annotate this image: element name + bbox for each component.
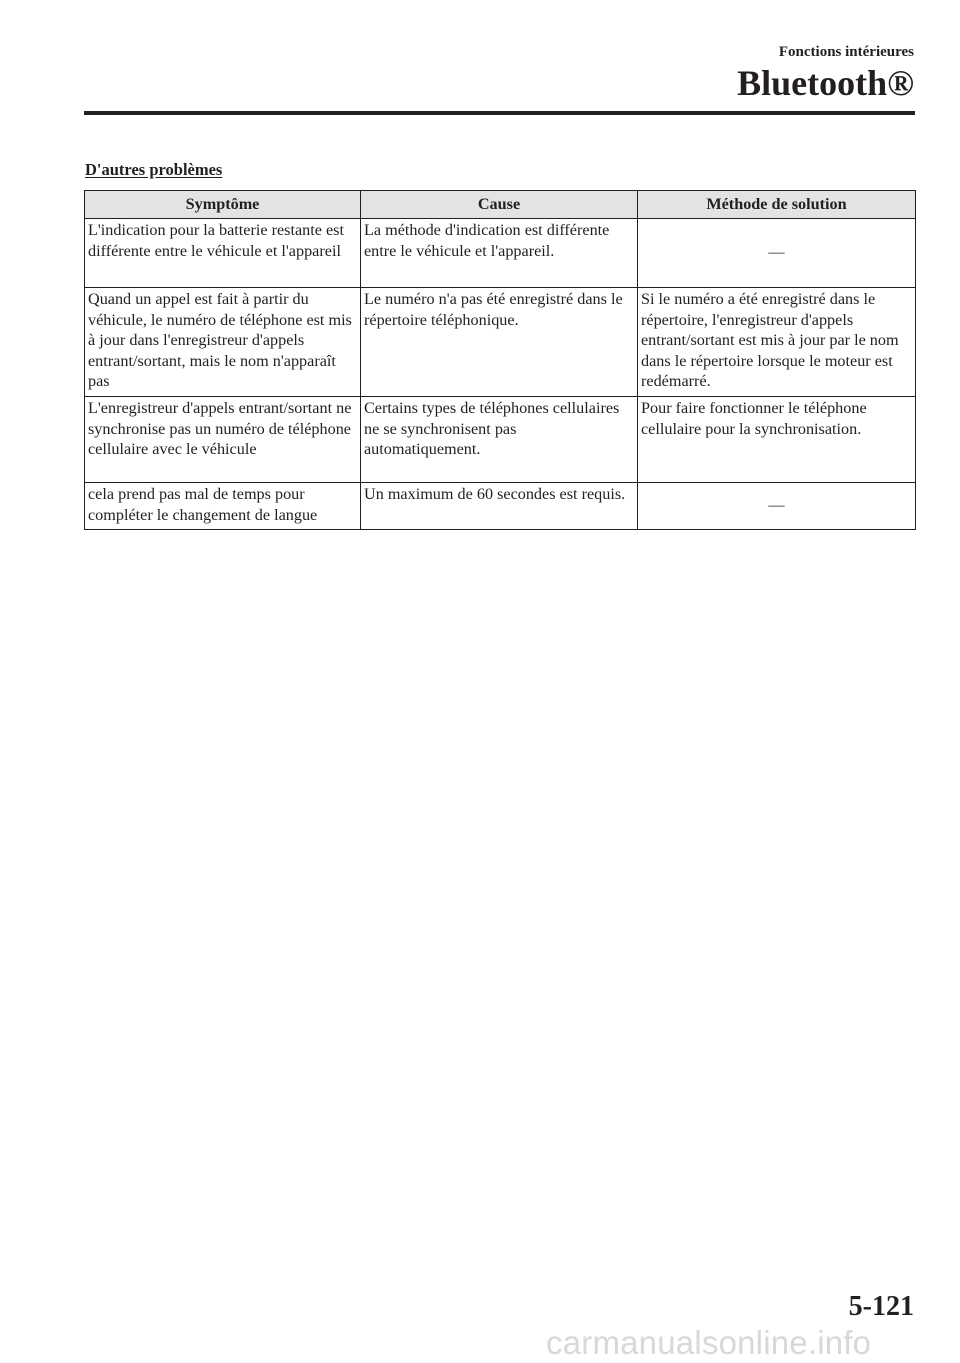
symptom-cell: L'enregistreur d'appels entrant/sortant ne synchronise pas un numéro de téléphone cellulaire avec le véhicule bbox=[85, 397, 361, 483]
solution-cell bbox=[638, 219, 916, 288]
column-header-cause: Cause bbox=[361, 191, 638, 219]
header-section-label: Fonctions intérieures bbox=[778, 44, 914, 60]
symptom-cell: Quand un appel est fait à partir du véhicule, le numéro de téléphone est mis à jour dans l'enregistreur d'appels entrant/sortant, mais le nom n'apparaît pas bbox=[85, 288, 361, 397]
solution-cell bbox=[638, 483, 916, 530]
solution-cell: Pour faire fonctionner le téléphone cellulaire pour la synchronisation. bbox=[638, 397, 916, 483]
table-row bbox=[85, 288, 916, 397]
table-row bbox=[85, 219, 916, 288]
symptom-cell: L'indication pour la batterie restante est différente entre le véhicule et l'appareil bbox=[85, 219, 361, 288]
solution-cell: Si le numéro a été enregistré dans le répertoire, l'enregistreur d'appels entrant/sortant est mis à jour par le nom dans le répertoire lorsque le moteur est redémarré. bbox=[638, 288, 916, 397]
solution-dash: ― bbox=[768, 243, 785, 262]
table-header-row bbox=[85, 191, 916, 219]
watermark: carmanualsonline.info bbox=[546, 1324, 872, 1361]
symptom-cell: cela prend pas mal de temps pour compléter le changement de langue bbox=[85, 483, 361, 530]
column-header-symptom: Symptôme bbox=[85, 191, 361, 219]
solution-dash: ― bbox=[768, 496, 785, 515]
table-row bbox=[85, 483, 916, 530]
table-row bbox=[85, 397, 916, 483]
cause-cell: La méthode d'indication est différente entre le véhicule et l'appareil. bbox=[361, 219, 638, 288]
section-title: D'autres problèmes bbox=[85, 160, 223, 179]
cause-cell: Le numéro n'a pas été enregistré dans le répertoire téléphonique. bbox=[361, 288, 638, 397]
page-title: Bluetooth® bbox=[737, 63, 914, 103]
cause-cell: Certains types de téléphones cellulaires ne se synchronisent pas automatiquement. bbox=[361, 397, 638, 483]
troubleshooting-table bbox=[84, 190, 916, 530]
column-header-solution: Méthode de solution bbox=[638, 191, 916, 219]
header-divider bbox=[84, 111, 915, 115]
cause-cell: Un maximum de 60 secondes est requis. bbox=[361, 483, 638, 530]
page-number: 5-121 bbox=[848, 1291, 914, 1322]
